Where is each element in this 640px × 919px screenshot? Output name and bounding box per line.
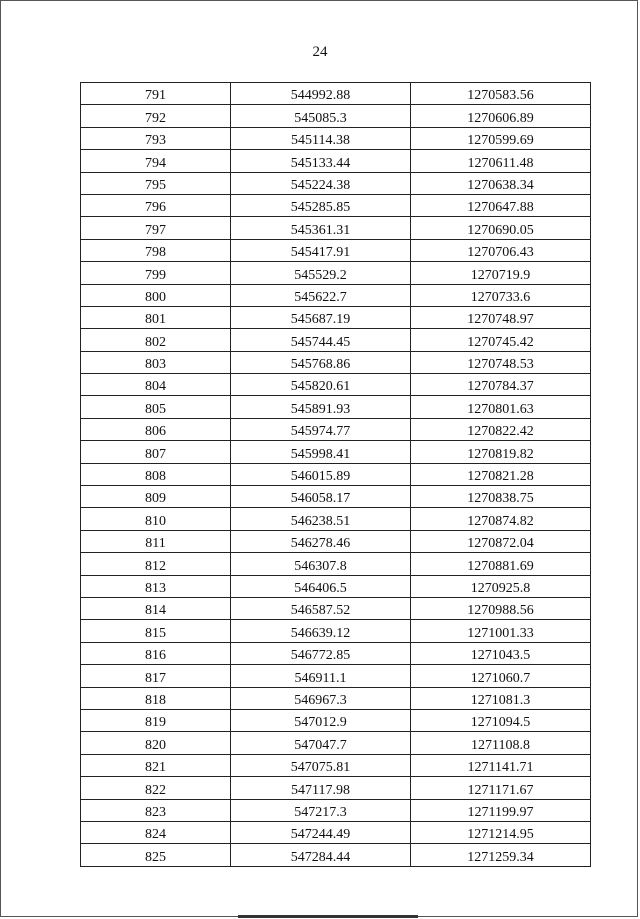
point-number-cell xyxy=(81,732,231,754)
cell-value: 547075.81 xyxy=(290,760,351,776)
y-coordinate-cell xyxy=(411,396,591,418)
cell-value: 544992.88 xyxy=(290,88,351,104)
y-coordinate-cell xyxy=(411,486,591,508)
cell-value: 546406.5 xyxy=(294,580,347,596)
cell-value: 810 xyxy=(145,513,166,529)
cell-value: 547284.44 xyxy=(290,849,351,865)
y-coordinate-cell xyxy=(411,844,591,866)
point-number-cell xyxy=(81,83,231,105)
x-coordinate-cell xyxy=(231,150,411,172)
x-coordinate-cell xyxy=(231,844,411,866)
y-coordinate-cell xyxy=(411,306,591,328)
cell-value: 546967.3 xyxy=(294,692,347,708)
cell-value: 1270821.28 xyxy=(467,469,534,485)
y-coordinate-cell xyxy=(411,821,591,843)
point-number-cell xyxy=(81,284,231,306)
cell-value: 821 xyxy=(145,760,166,776)
x-coordinate-cell xyxy=(231,172,411,194)
y-coordinate-cell xyxy=(411,530,591,552)
point-number-cell xyxy=(81,777,231,799)
cell-value: 1270925.8 xyxy=(470,580,531,596)
point-number-cell xyxy=(81,687,231,709)
y-coordinate-cell xyxy=(411,709,591,731)
x-coordinate-cell xyxy=(231,463,411,485)
table-row xyxy=(81,194,591,216)
cell-value: 805 xyxy=(145,401,166,417)
y-coordinate-cell xyxy=(411,329,591,351)
cell-value: 1271171.67 xyxy=(467,782,534,798)
cell-value: 814 xyxy=(145,603,166,619)
cell-value: 1270822.42 xyxy=(467,424,534,440)
cell-value: 1271043.5 xyxy=(470,648,531,664)
cell-value: 1271214.95 xyxy=(467,827,534,843)
x-coordinate-cell xyxy=(231,217,411,239)
x-coordinate-cell xyxy=(231,284,411,306)
y-coordinate-cell xyxy=(411,418,591,440)
cell-value: 1270599.69 xyxy=(467,133,534,149)
cell-value: 1270801.63 xyxy=(467,401,534,417)
table-row xyxy=(81,754,591,776)
cell-value: 803 xyxy=(145,357,166,373)
table-row xyxy=(81,486,591,508)
cell-value: 1271060.7 xyxy=(470,670,531,686)
cell-value: 815 xyxy=(145,625,166,641)
cell-value: 546238.51 xyxy=(290,513,351,529)
point-number-cell xyxy=(81,374,231,396)
table-row xyxy=(81,396,591,418)
cell-value: 808 xyxy=(145,469,166,485)
cell-value: 545687.19 xyxy=(290,312,351,328)
cell-value: 545998.41 xyxy=(290,446,351,462)
y-coordinate-cell xyxy=(411,239,591,261)
cell-value: 547244.49 xyxy=(290,827,351,843)
x-coordinate-cell xyxy=(231,194,411,216)
point-number-cell xyxy=(81,530,231,552)
cell-value: 545361.31 xyxy=(290,222,351,238)
y-coordinate-cell xyxy=(411,463,591,485)
point-number-cell xyxy=(81,127,231,149)
cell-value: 545085.3 xyxy=(294,110,347,126)
point-number-cell xyxy=(81,351,231,373)
y-coordinate-cell xyxy=(411,620,591,642)
cell-value: 545417.91 xyxy=(290,245,351,261)
cell-value: 547012.9 xyxy=(294,715,347,731)
table-row xyxy=(81,329,591,351)
point-number-cell xyxy=(81,306,231,328)
cell-value: 804 xyxy=(145,379,166,395)
x-coordinate-cell xyxy=(231,530,411,552)
page-edge-mark xyxy=(238,915,418,918)
y-coordinate-cell xyxy=(411,642,591,664)
point-number-cell xyxy=(81,172,231,194)
y-coordinate-cell xyxy=(411,508,591,530)
cell-value: 791 xyxy=(145,88,166,104)
cell-value: 822 xyxy=(145,782,166,798)
y-coordinate-cell xyxy=(411,127,591,149)
table-row xyxy=(81,262,591,284)
cell-value: 819 xyxy=(145,715,166,731)
point-number-cell xyxy=(81,754,231,776)
cell-value: 800 xyxy=(145,289,166,305)
y-coordinate-cell xyxy=(411,575,591,597)
cell-value: 547047.7 xyxy=(294,737,347,753)
cell-value: 818 xyxy=(145,692,166,708)
y-coordinate-cell xyxy=(411,441,591,463)
x-coordinate-cell xyxy=(231,306,411,328)
y-coordinate-cell xyxy=(411,732,591,754)
x-coordinate-cell xyxy=(231,441,411,463)
table-row xyxy=(81,642,591,664)
table-row xyxy=(81,597,591,619)
table-row xyxy=(81,709,591,731)
table-row xyxy=(81,732,591,754)
cell-value: 546772.85 xyxy=(290,648,351,664)
cell-value: 1270647.88 xyxy=(467,200,534,216)
cell-value: 811 xyxy=(145,536,166,552)
table-row xyxy=(81,217,591,239)
cell-value: 546015.89 xyxy=(290,469,351,485)
x-coordinate-cell xyxy=(231,754,411,776)
table-row xyxy=(81,687,591,709)
x-coordinate-cell xyxy=(231,799,411,821)
cell-value: 1270988.56 xyxy=(467,603,534,619)
point-number-cell xyxy=(81,575,231,597)
cell-value: 1270606.89 xyxy=(467,110,534,126)
y-coordinate-cell xyxy=(411,105,591,127)
cell-value: 545768.86 xyxy=(290,357,351,373)
coordinates-table xyxy=(80,82,591,867)
point-number-cell xyxy=(81,844,231,866)
point-number-cell xyxy=(81,642,231,664)
x-coordinate-cell xyxy=(231,262,411,284)
cell-value: 1271081.3 xyxy=(470,692,531,708)
x-coordinate-cell xyxy=(231,105,411,127)
y-coordinate-cell xyxy=(411,777,591,799)
y-coordinate-cell xyxy=(411,194,591,216)
point-number-cell xyxy=(81,463,231,485)
x-coordinate-cell xyxy=(231,732,411,754)
cell-value: 1270748.53 xyxy=(467,357,534,373)
cell-value: 545820.61 xyxy=(290,379,351,395)
y-coordinate-cell xyxy=(411,374,591,396)
cell-value: 545622.7 xyxy=(294,289,347,305)
cell-value: 1271094.5 xyxy=(470,715,531,731)
cell-value: 545974.77 xyxy=(290,424,351,440)
x-coordinate-cell xyxy=(231,687,411,709)
table-row xyxy=(81,799,591,821)
y-coordinate-cell xyxy=(411,754,591,776)
cell-value: 545114.38 xyxy=(291,133,350,149)
cell-value: 1270838.75 xyxy=(467,491,534,507)
x-coordinate-cell xyxy=(231,575,411,597)
cell-value: 546058.17 xyxy=(290,491,351,507)
x-coordinate-cell xyxy=(231,374,411,396)
y-coordinate-cell xyxy=(411,799,591,821)
x-coordinate-cell xyxy=(231,329,411,351)
cell-value: 794 xyxy=(145,155,166,171)
cell-value: 802 xyxy=(145,334,166,350)
cell-value: 545744.45 xyxy=(290,334,351,350)
point-number-cell xyxy=(81,418,231,440)
cell-value: 1271199.97 xyxy=(467,804,534,820)
cell-value: 1270874.82 xyxy=(467,513,534,529)
cell-value: 798 xyxy=(145,245,166,261)
point-number-cell xyxy=(81,821,231,843)
point-number-cell xyxy=(81,217,231,239)
cell-value: 809 xyxy=(145,491,166,507)
cell-value: 545224.38 xyxy=(290,177,351,193)
cell-value: 1270690.05 xyxy=(467,222,534,238)
point-number-cell xyxy=(81,553,231,575)
y-coordinate-cell xyxy=(411,83,591,105)
x-coordinate-cell xyxy=(231,665,411,687)
x-coordinate-cell xyxy=(231,642,411,664)
table-row xyxy=(81,530,591,552)
cell-value: 823 xyxy=(145,804,166,820)
x-coordinate-cell xyxy=(231,127,411,149)
table-row xyxy=(81,620,591,642)
cell-value: 797 xyxy=(145,222,166,238)
point-number-cell xyxy=(81,150,231,172)
x-coordinate-cell xyxy=(231,821,411,843)
cell-value: 1270784.37 xyxy=(467,379,534,395)
point-number-cell xyxy=(81,709,231,731)
y-coordinate-cell xyxy=(411,262,591,284)
y-coordinate-cell xyxy=(411,665,591,687)
cell-value: 1270611.48 xyxy=(467,155,534,171)
cell-value: 545133.44 xyxy=(290,155,351,171)
x-coordinate-cell xyxy=(231,396,411,418)
table-row xyxy=(81,351,591,373)
point-number-cell xyxy=(81,665,231,687)
cell-value: 546307.8 xyxy=(294,558,347,574)
cell-value: 799 xyxy=(145,267,166,283)
y-coordinate-cell xyxy=(411,172,591,194)
cell-value: 547217.3 xyxy=(294,804,347,820)
x-coordinate-cell xyxy=(231,508,411,530)
point-number-cell xyxy=(81,508,231,530)
x-coordinate-cell xyxy=(231,553,411,575)
point-number-cell xyxy=(81,486,231,508)
table-row xyxy=(81,463,591,485)
cell-value: 1270733.6 xyxy=(470,289,531,305)
table-row xyxy=(81,821,591,843)
table-row xyxy=(81,105,591,127)
table-row xyxy=(81,306,591,328)
table-row xyxy=(81,553,591,575)
cell-value: 547117.98 xyxy=(291,782,350,798)
table-row xyxy=(81,172,591,194)
table-row xyxy=(81,374,591,396)
cell-value: 546587.52 xyxy=(290,603,351,619)
y-coordinate-cell xyxy=(411,351,591,373)
y-coordinate-cell xyxy=(411,553,591,575)
point-number-cell xyxy=(81,597,231,619)
point-number-cell xyxy=(81,194,231,216)
x-coordinate-cell xyxy=(231,709,411,731)
y-coordinate-cell xyxy=(411,284,591,306)
point-number-cell xyxy=(81,329,231,351)
cell-value: 545285.85 xyxy=(290,200,351,216)
cell-value: 801 xyxy=(145,312,166,328)
cell-value: 546639.12 xyxy=(290,625,351,641)
cell-value: 816 xyxy=(145,648,166,664)
table-row xyxy=(81,441,591,463)
y-coordinate-cell xyxy=(411,217,591,239)
cell-value: 792 xyxy=(145,110,166,126)
cell-value: 793 xyxy=(145,133,166,149)
cell-value: 1270706.43 xyxy=(467,245,534,261)
cell-value: 546911.1 xyxy=(294,670,347,686)
table-row xyxy=(81,665,591,687)
cell-value: 1270881.69 xyxy=(467,558,534,574)
table-row xyxy=(81,150,591,172)
cell-value: 1270583.56 xyxy=(467,88,534,104)
cell-value: 824 xyxy=(145,827,166,843)
table-row xyxy=(81,418,591,440)
cell-value: 1270819.82 xyxy=(467,446,534,462)
x-coordinate-cell xyxy=(231,351,411,373)
coordinates-table-body xyxy=(81,83,591,867)
cell-value: 807 xyxy=(145,446,166,462)
x-coordinate-cell xyxy=(231,418,411,440)
point-number-cell xyxy=(81,441,231,463)
point-number-cell xyxy=(81,262,231,284)
x-coordinate-cell xyxy=(231,620,411,642)
table-row xyxy=(81,575,591,597)
cell-value: 796 xyxy=(145,200,166,216)
y-coordinate-cell xyxy=(411,597,591,619)
table-row xyxy=(81,844,591,866)
x-coordinate-cell xyxy=(231,777,411,799)
table-row xyxy=(81,127,591,149)
x-coordinate-cell xyxy=(231,597,411,619)
cell-value: 1271108.8 xyxy=(471,737,530,753)
cell-value: 1271001.33 xyxy=(467,625,534,641)
cell-value: 813 xyxy=(145,580,166,596)
point-number-cell xyxy=(81,396,231,418)
x-coordinate-cell xyxy=(231,486,411,508)
table-row xyxy=(81,777,591,799)
cell-value: 806 xyxy=(145,424,166,440)
x-coordinate-cell xyxy=(231,83,411,105)
cell-value: 825 xyxy=(145,849,166,865)
cell-value: 1270719.9 xyxy=(470,267,531,283)
point-number-cell xyxy=(81,105,231,127)
cell-value: 1271259.34 xyxy=(467,849,534,865)
point-number-cell xyxy=(81,799,231,821)
table-row xyxy=(81,83,591,105)
page-number: 24 xyxy=(312,44,328,60)
y-coordinate-cell xyxy=(411,687,591,709)
y-coordinate-cell xyxy=(411,150,591,172)
cell-value: 1270745.42 xyxy=(467,334,534,350)
table-row xyxy=(81,284,591,306)
cell-value: 820 xyxy=(145,737,166,753)
cell-value: 1271141.71 xyxy=(467,760,534,776)
cell-value: 1270748.97 xyxy=(467,312,534,328)
cell-value: 545891.93 xyxy=(290,401,351,417)
cell-value: 1270872.04 xyxy=(467,536,534,552)
point-number-cell xyxy=(81,239,231,261)
cell-value: 545529.2 xyxy=(294,267,347,283)
point-number-cell xyxy=(81,620,231,642)
table-row xyxy=(81,239,591,261)
x-coordinate-cell xyxy=(231,239,411,261)
cell-value: 817 xyxy=(145,670,166,686)
table-row xyxy=(81,508,591,530)
cell-value: 546278.46 xyxy=(290,536,351,552)
cell-value: 795 xyxy=(145,177,166,193)
cell-value: 1270638.34 xyxy=(467,177,534,193)
cell-value: 812 xyxy=(145,558,166,574)
